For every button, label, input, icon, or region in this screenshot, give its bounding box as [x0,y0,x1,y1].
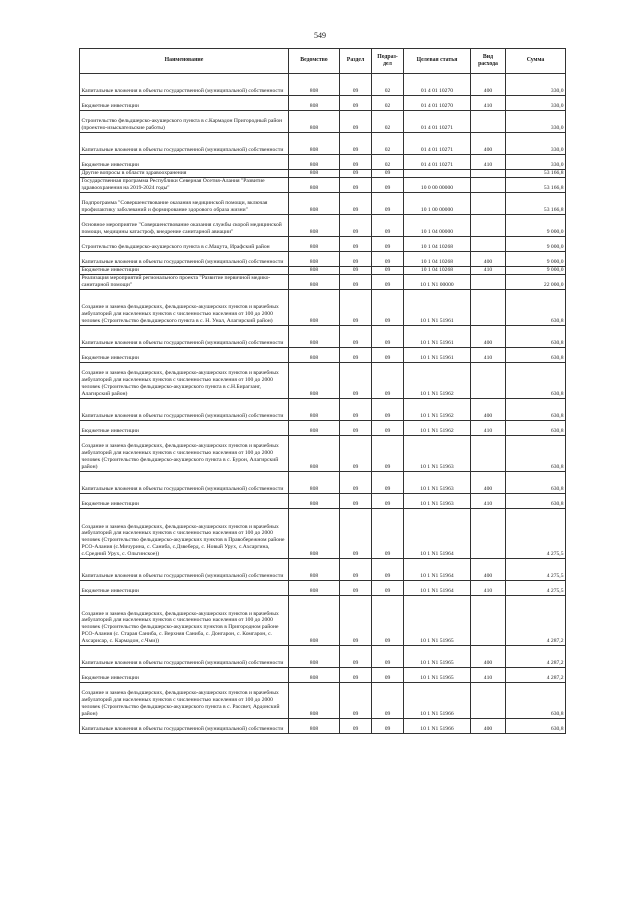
row-department-cell: 808 [289,155,340,170]
row-name-cell: Бюджетные инвестиции [80,580,289,595]
row-expense-type-cell: 400 [471,251,506,266]
row-expense-type-cell: 410 [471,266,506,274]
row-subsection-cell: 09 [372,236,404,251]
row-target-item-cell: 10 1 N1 51962 [404,398,471,420]
header-expense-type: Вид расхода [471,49,506,74]
table-body [80,74,566,734]
row-department-cell: 808 [289,236,340,251]
row-target-item-cell: 10 1 04 10268 [404,236,471,251]
page-number: 549 [314,31,326,40]
row-department-cell: 808 [289,558,340,580]
row-expense-type-cell [471,111,506,133]
row-subsection-cell: 02 [372,155,404,170]
row-expense-type-cell: 400 [471,718,506,733]
row-department-cell: 808 [289,214,340,236]
row-section-cell: 09 [340,274,372,289]
table-row [80,595,566,645]
row-expense-type-cell: 410 [471,493,506,508]
row-section-cell: 09 [340,266,372,274]
row-target-item-cell: 10 1 04 00000 [404,214,471,236]
row-subsection-cell: 09 [372,435,404,471]
row-department-cell: 808 [289,111,340,133]
row-amount-cell: 4 275,5 [506,558,566,580]
table-row [80,289,566,325]
row-department-cell: 808 [289,682,340,718]
table-row [80,420,566,435]
table-row [80,508,566,558]
row-name-cell: Подпрограмма "Совершенствование оказания медицинской помощи, включая профилактику заболеваний и формирование здорового образа жизни" [80,192,289,214]
header-name: Наименование [80,49,289,74]
row-section-cell: 09 [340,420,372,435]
table-row [80,96,566,111]
row-name-cell: Основное мероприятие "Совершенствование оказания службы скорой медицинской помощи, медицины катастроф, внедрение санитарной авиации" [80,214,289,236]
row-expense-type-cell: 400 [471,558,506,580]
row-name-cell: Капитальные вложения в объекты государственной (муниципальной) собственности [80,558,289,580]
row-name-cell: Создание и замена фельдшерских, фельдшерско-акушерских пунктов и врачебных амбулаторий для населенных пунктов с численностью населения от 100 до 2000 человек (Строительство фельдшерско-акушерского пункта в с. Бурон, Алагирский район) [80,435,289,471]
row-amount-cell: 630,8 [506,325,566,347]
row-amount-cell: 4 275,5 [506,580,566,595]
row-name-cell: Капитальные вложения в объекты государственной (муниципальной) собственности [80,471,289,493]
row-name-cell: Создание и замена фельдшерских, фельдшерско-акушерских пунктов и врачебных амбулаторий для населенных пунктов с численностью населения от 100 до 2000 человек (Строительство фельдшерско-акушерских пунктов в Пригородном районе РСО-Алания (с. Старая Саниба, с. Верхняя Саниба, с. Донгарон, с. Комгарон, с. Ахсарисар, с. Кармадон, с.Чми)) [80,595,289,645]
row-department-cell: 808 [289,170,340,178]
row-subsection-cell: 09 [372,170,404,178]
row-section-cell: 09 [340,435,372,471]
table-row [80,133,566,155]
row-amount-cell: 630,8 [506,682,566,718]
row-section-cell: 09 [340,74,372,96]
row-section-cell: 09 [340,580,372,595]
row-expense-type-cell: 410 [471,667,506,682]
row-target-item-cell: 10 1 N1 51966 [404,718,471,733]
row-target-item-cell: 10 1 00 00000 [404,192,471,214]
row-amount-cell: 630,8 [506,435,566,471]
row-department-cell: 808 [289,362,340,398]
row-department-cell: 808 [289,580,340,595]
row-amount-cell: 9 000,0 [506,251,566,266]
table-row [80,580,566,595]
row-subsection-cell: 09 [372,251,404,266]
row-name-cell: Бюджетные инвестиции [80,155,289,170]
table-row [80,398,566,420]
row-subsection-cell: 09 [372,471,404,493]
row-expense-type-cell: 410 [471,580,506,595]
table-header-row [80,49,566,74]
row-section-cell: 09 [340,347,372,362]
row-expense-type-cell [471,362,506,398]
row-section-cell: 09 [340,325,372,347]
row-expense-type-cell [471,177,506,192]
table-row [80,266,566,274]
row-department-cell: 808 [289,398,340,420]
row-department-cell: 808 [289,251,340,266]
table-row [80,274,566,289]
row-amount-cell: 630,8 [506,347,566,362]
row-name-cell: Бюджетные инвестиции [80,347,289,362]
row-amount-cell: 630,8 [506,398,566,420]
row-department-cell: 808 [289,718,340,733]
row-amount-cell: 22 000,0 [506,274,566,289]
table-row [80,192,566,214]
row-name-cell: Создание и замена фельдшерских, фельдшерско-акушерских пунктов и врачебных амбулаторий для населенных пунктов с численностью населения от 100 до 2000 человек (Строительство фельдшерско-акушерского пункта в с. Рассвет, Ардонский район) [80,682,289,718]
row-subsection-cell: 09 [372,667,404,682]
row-subsection-cell: 02 [372,96,404,111]
row-subsection-cell: 09 [372,274,404,289]
row-department-cell: 808 [289,471,340,493]
row-expense-type-cell: 410 [471,420,506,435]
row-target-item-cell: 10 1 N1 51962 [404,362,471,398]
row-amount-cell: 630,8 [506,362,566,398]
row-target-item-cell: 10 1 N1 51961 [404,325,471,347]
row-subsection-cell: 09 [372,362,404,398]
row-department-cell: 808 [289,274,340,289]
row-target-item-cell: 10 1 N1 51964 [404,558,471,580]
row-target-item-cell: 10 1 N1 51964 [404,580,471,595]
row-department-cell: 808 [289,133,340,155]
row-amount-cell: 330,0 [506,133,566,155]
row-section-cell: 09 [340,362,372,398]
row-amount-cell: 630,8 [506,471,566,493]
row-target-item-cell: 10 1 N1 51961 [404,347,471,362]
row-subsection-cell: 09 [372,558,404,580]
row-name-cell: Строительство фельдшерско-акушерского пункта в с.Кармадон Пригородный район (проектно-изыскательские работы) [80,111,289,133]
row-target-item-cell [404,170,471,178]
row-expense-type-cell [471,214,506,236]
row-subsection-cell: 09 [372,580,404,595]
row-target-item-cell: 10 1 N1 51961 [404,289,471,325]
row-amount-cell: 630,8 [506,289,566,325]
budget-table [79,48,566,734]
row-department-cell: 808 [289,508,340,558]
table-row [80,155,566,170]
row-expense-type-cell [471,236,506,251]
row-section-cell: 09 [340,558,372,580]
row-target-item-cell: 01 4 01 10270 [404,96,471,111]
row-section-cell: 09 [340,214,372,236]
row-target-item-cell: 10 1 N1 51963 [404,435,471,471]
row-department-cell: 808 [289,645,340,667]
row-subsection-cell: 09 [372,325,404,347]
row-target-item-cell: 10 1 N1 51965 [404,595,471,645]
row-name-cell: Капитальные вложения в объекты государственной (муниципальной) собственности [80,398,289,420]
row-section-cell: 09 [340,170,372,178]
row-amount-cell: 630,8 [506,493,566,508]
row-name-cell: Реализация мероприятий регионального проекта "Развитие первичной медико-санитарной помощи" [80,274,289,289]
row-subsection-cell: 09 [372,645,404,667]
row-name-cell: Государственная программа Республики Северная Осетия-Алания "Развитие здравоохранения на 2019-2024 годы" [80,177,289,192]
row-section-cell: 09 [340,111,372,133]
row-subsection-cell: 09 [372,266,404,274]
table-row [80,471,566,493]
row-department-cell: 808 [289,74,340,96]
row-expense-type-cell: 410 [471,96,506,111]
row-name-cell: Капитальные вложения в объекты государственной (муниципальной) собственности [80,133,289,155]
row-section-cell: 09 [340,133,372,155]
row-target-item-cell: 10 1 N1 51962 [404,420,471,435]
row-amount-cell: 53 166,8 [506,177,566,192]
row-subsection-cell: 09 [372,718,404,733]
header-amount: Сумма [506,49,566,74]
row-name-cell: Капитальные вложения в объекты государственной (муниципальной) собственности [80,325,289,347]
header-target-item: Целевая статья [404,49,471,74]
table-row [80,214,566,236]
row-department-cell: 808 [289,595,340,645]
row-name-cell: Капитальные вложения в объекты государственной (муниципальной) собственности [80,251,289,266]
row-subsection-cell: 09 [372,493,404,508]
row-subsection-cell: 02 [372,133,404,155]
row-target-item-cell: 01 4 01 10271 [404,133,471,155]
table-row [80,251,566,266]
row-name-cell: Создание и замена фельдшерских, фельдшерско-акушерских пунктов и врачебных амбулаторий для населенных пунктов с численностью населения от 100 до 2000 человек (Строительство фельдшерско-акушерского пункта в с.Н.Бирагзанг, Алагирский район) [80,362,289,398]
row-amount-cell: 330,0 [506,155,566,170]
table-row [80,493,566,508]
row-department-cell: 808 [289,266,340,274]
row-section-cell: 09 [340,493,372,508]
table-row [80,170,566,178]
row-target-item-cell: 10 1 N1 51963 [404,471,471,493]
row-section-cell: 09 [340,236,372,251]
row-amount-cell: 53 166,8 [506,192,566,214]
row-expense-type-cell [471,595,506,645]
row-expense-type-cell: 400 [471,325,506,347]
row-subsection-cell: 09 [372,398,404,420]
row-name-cell: Капитальные вложения в объекты государственной (муниципальной) собственности [80,645,289,667]
table-row [80,111,566,133]
row-target-item-cell: 10 1 N1 51964 [404,508,471,558]
row-target-item-cell: 01 4 01 10270 [404,74,471,96]
row-expense-type-cell: 400 [471,398,506,420]
row-target-item-cell: 10 0 00 00000 [404,177,471,192]
row-department-cell: 808 [289,493,340,508]
table-row [80,347,566,362]
row-subsection-cell: 09 [372,508,404,558]
table-row [80,325,566,347]
row-name-cell: Бюджетные инвестиции [80,420,289,435]
table-row [80,682,566,718]
row-section-cell: 09 [340,251,372,266]
row-name-cell: Бюджетные инвестиции [80,266,289,274]
row-section-cell: 09 [340,682,372,718]
row-department-cell: 808 [289,289,340,325]
table-row [80,435,566,471]
row-subsection-cell: 09 [372,420,404,435]
row-subsection-cell: 02 [372,111,404,133]
row-section-cell: 09 [340,718,372,733]
header-section: Раздел [340,49,372,74]
row-amount-cell: 53 166,8 [506,170,566,178]
table-row [80,718,566,733]
row-amount-cell: 9 000,0 [506,266,566,274]
row-section-cell: 09 [340,471,372,493]
row-target-item-cell: 10 1 N1 00000 [404,274,471,289]
row-target-item-cell: 10 1 N1 51965 [404,645,471,667]
table-row [80,558,566,580]
row-amount-cell: 330,0 [506,96,566,111]
row-name-cell: Создание и замена фельдшерских, фельдшерско-акушерских пунктов и врачебных амбулаторий для населенных пунктов с численностью населения от 100 до 2000 человек (Строительство фельдшерско-акушерских пунктов в Правобережном районе РСО-Алания (с.Мичурина, с. Саниба, с.Дзвеберд, с. Новый Урух, с.Ахсаргина, с.Средний Урух, с. Ольгинское)) [80,508,289,558]
row-expense-type-cell [471,435,506,471]
row-expense-type-cell [471,289,506,325]
row-subsection-cell: 09 [372,192,404,214]
row-section-cell: 09 [340,398,372,420]
row-amount-cell: 4 287,2 [506,667,566,682]
row-name-cell: Бюджетные инвестиции [80,96,289,111]
row-target-item-cell: 01 4 01 10271 [404,111,471,133]
row-expense-type-cell: 410 [471,155,506,170]
row-department-cell: 808 [289,325,340,347]
row-name-cell: Создание и замена фельдшерских, фельдшерско-акушерских пунктов и врачебных амбулаторий для населенных пунктов с численностью населения от 100 до 2000 человек (Строительство фельдшерского пункта в с. Н. Унал, Алагирский район) [80,289,289,325]
row-name-cell: Строительство фельдшерско-акушерского пункта в с.Мацута, Ирафский район [80,236,289,251]
row-expense-type-cell [471,508,506,558]
row-department-cell: 808 [289,435,340,471]
row-department-cell: 808 [289,347,340,362]
row-department-cell: 808 [289,192,340,214]
row-amount-cell: 9 000,0 [506,236,566,251]
row-target-item-cell: 10 1 04 10268 [404,251,471,266]
row-subsection-cell: 09 [372,682,404,718]
row-expense-type-cell: 400 [471,645,506,667]
row-amount-cell: 9 000,0 [506,214,566,236]
row-expense-type-cell: 400 [471,133,506,155]
row-subsection-cell: 02 [372,74,404,96]
row-subsection-cell: 09 [372,347,404,362]
row-expense-type-cell: 400 [471,74,506,96]
row-amount-cell: 330,0 [506,111,566,133]
row-amount-cell: 630,8 [506,420,566,435]
row-expense-type-cell [471,274,506,289]
row-target-item-cell: 10 1 N1 51965 [404,667,471,682]
table-row [80,362,566,398]
row-section-cell: 09 [340,508,372,558]
row-expense-type-cell [471,170,506,178]
row-subsection-cell: 09 [372,595,404,645]
row-subsection-cell: 09 [372,289,404,325]
row-department-cell: 808 [289,177,340,192]
row-target-item-cell: 01 4 01 10271 [404,155,471,170]
row-name-cell: Капитальные вложения в объекты государственной (муниципальной) собственности [80,718,289,733]
row-target-item-cell: 10 1 04 10268 [404,266,471,274]
row-amount-cell: 4 287,2 [506,645,566,667]
row-target-item-cell: 10 1 N1 51963 [404,493,471,508]
row-section-cell: 09 [340,667,372,682]
table-row [80,236,566,251]
table-row [80,177,566,192]
row-amount-cell: 330,0 [506,74,566,96]
row-section-cell: 09 [340,595,372,645]
row-section-cell: 09 [340,177,372,192]
table-row [80,74,566,96]
row-expense-type-cell [471,682,506,718]
row-department-cell: 808 [289,96,340,111]
row-name-cell: Бюджетные инвестиции [80,493,289,508]
row-name-cell: Бюджетные инвестиции [80,667,289,682]
row-expense-type-cell: 410 [471,347,506,362]
table-row [80,667,566,682]
row-target-item-cell: 10 1 N1 51966 [404,682,471,718]
row-section-cell: 09 [340,289,372,325]
row-department-cell: 808 [289,420,340,435]
table-row [80,645,566,667]
row-amount-cell: 4 275,5 [506,508,566,558]
header-subsection: Подраз-дел [372,49,404,74]
row-name-cell: Другие вопросы в области здравоохранения [80,170,289,178]
row-expense-type-cell [471,192,506,214]
row-name-cell: Капитальные вложения в объекты государственной (муниципальной) собственности [80,74,289,96]
row-subsection-cell: 09 [372,214,404,236]
row-subsection-cell: 09 [372,177,404,192]
row-amount-cell: 4 287,2 [506,595,566,645]
row-department-cell: 808 [289,667,340,682]
row-section-cell: 09 [340,645,372,667]
row-section-cell: 09 [340,96,372,111]
header-department: Ведомство [289,49,340,74]
row-expense-type-cell: 400 [471,471,506,493]
row-amount-cell: 630,8 [506,718,566,733]
row-section-cell: 09 [340,192,372,214]
row-section-cell: 09 [340,155,372,170]
